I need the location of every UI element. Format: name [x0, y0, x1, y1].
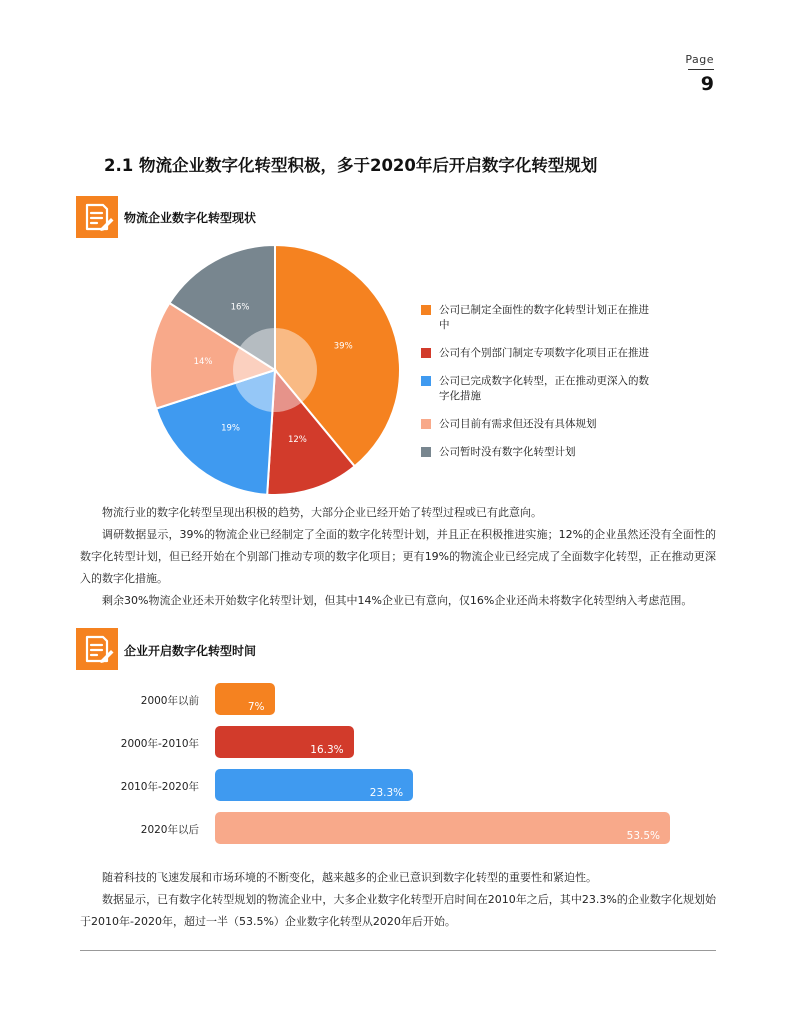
legend-swatch — [421, 447, 431, 457]
document-edit-icon — [76, 196, 118, 238]
legend-label: 公司已完成数字化转型，正在推动更深入的数字化措施 — [439, 375, 649, 402]
document-edit-icon — [76, 628, 118, 670]
bar-row — [80, 812, 720, 846]
legend-label: 公司有个别部门制定专项数字化项目正在推进 — [439, 347, 649, 359]
legend-label: 公司暂时没有数字化转型计划 — [439, 446, 576, 458]
legend-swatch — [421, 376, 431, 386]
pie-slice-label: 12% — [287, 434, 307, 445]
bar-category-label: 2020年以后 — [140, 824, 199, 836]
legend-swatch — [421, 348, 431, 358]
legend-item — [421, 374, 651, 404]
legend-label: 公司目前有需求但还没有具体规划 — [439, 418, 597, 430]
chart2-subtitle: 企业开启数字化转型时间 — [124, 644, 257, 658]
legend-item — [421, 445, 651, 460]
legend-label: 公司已制定全面性的数字化转型计划正在推进中 — [439, 304, 649, 331]
bar-category-label: 2000年-2010年 — [120, 738, 199, 750]
pie-center-overlay — [233, 328, 317, 412]
page-number: 9 — [700, 73, 714, 95]
bar-row — [80, 769, 720, 803]
bar — [215, 683, 275, 715]
pie-slice-label: 19% — [221, 423, 241, 434]
pie-slice-label: 14% — [193, 356, 213, 367]
body-text-2 — [80, 867, 716, 933]
pie-slice-label: 16% — [230, 302, 250, 313]
bar-category-label: 2010年-2020年 — [120, 781, 199, 793]
pie-slice-label: 39% — [333, 341, 353, 352]
paragraph: 随着科技的飞速发展和市场环境的不断变化，越来越多的企业已意识到数字化转型的重要性和紧迫性。 — [102, 871, 597, 884]
paragraph: 物流行业的数字化转型呈现出积极的趋势，大部分企业已经开始了转型过程或已有此意向。 — [102, 506, 542, 519]
bar-value-label: 23.3% — [369, 787, 404, 799]
bar — [215, 769, 413, 801]
legend-item — [421, 303, 651, 333]
section-title: 2.1 物流企业数字化转型积极，多于2020年后开启数字化转型规划 — [104, 156, 598, 175]
bar-category-label: 2000年以前 — [140, 695, 199, 707]
paragraph: 调研数据显示，39%的物流企业已经制定了全面的数字化转型计划，并且正在积极推进实施；12%的企业虽然还没有全面性的数字化转型计划，但已经开始在个别部门推动专项的数字化项目；更有19%的物流企业已经完成了全面数字化转型，正在推动更深入的数字化措施。 — [80, 528, 716, 585]
bar-value-label: 7% — [247, 701, 265, 713]
bar-value-label: 16.3% — [310, 744, 344, 756]
body-text-1 — [80, 502, 716, 612]
paragraph: 数据显示，已有数字化转型规划的物流企业中，大多企业数字化转型开启时间在2010年之后，其中23.3%的企业数字化规划始于2010年-2020年，超过一半（53.5%）企业数字化转型从2020年后开始。 — [80, 893, 716, 928]
legend-swatch — [421, 305, 431, 315]
paragraph: 剩余30%物流企业还未开始数字化转型计划，但其中14%企业已有意向，仅16%企业还尚未将数字化转型纳入考虑范围。 — [102, 594, 693, 607]
legend-item — [421, 417, 651, 432]
legend-swatch — [421, 419, 431, 429]
bar — [215, 726, 354, 758]
pie-legend — [421, 303, 651, 460]
bar-row — [80, 726, 720, 760]
pie-chart — [150, 245, 400, 495]
bar-row — [80, 683, 720, 717]
footer-divider — [80, 950, 716, 951]
bar-value-label: 53.5% — [626, 830, 660, 842]
chart1-subtitle: 物流企业数字化转型现状 — [124, 211, 257, 225]
page-label: Page — [685, 53, 714, 66]
legend-item — [421, 346, 651, 361]
bar — [215, 812, 670, 844]
page-number-divider — [688, 69, 714, 70]
